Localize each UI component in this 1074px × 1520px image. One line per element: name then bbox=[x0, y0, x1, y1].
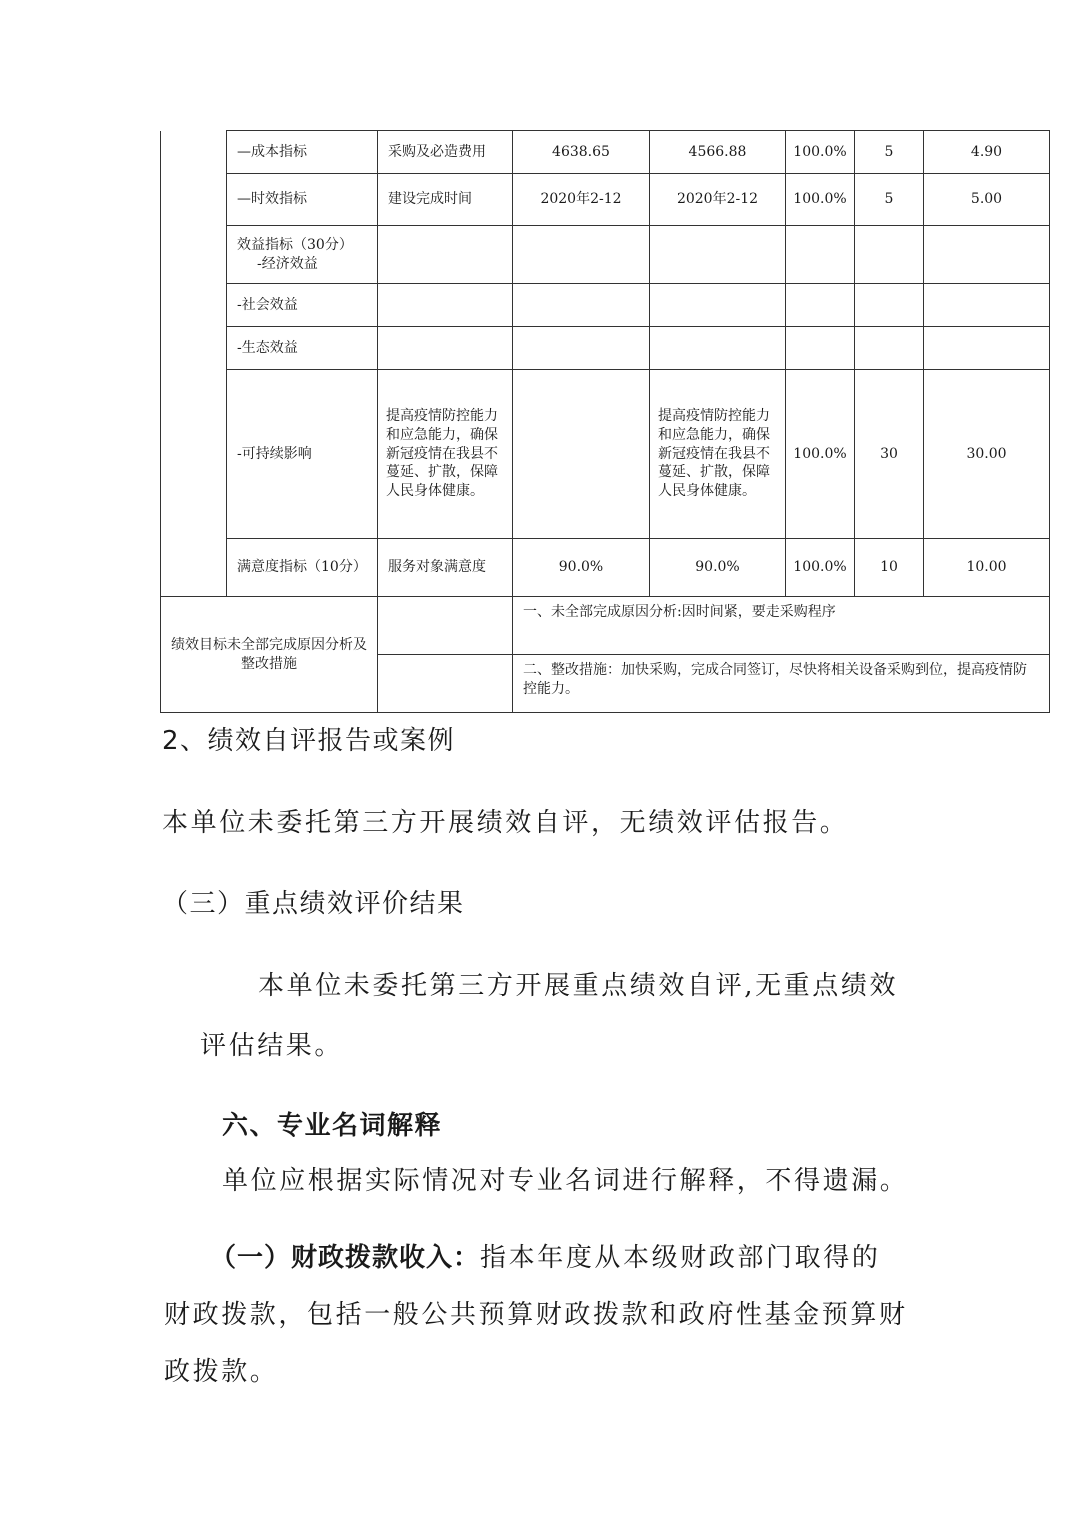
term1-paragraph-line3: 政拨款。 bbox=[164, 1357, 279, 1387]
indicator-cell: -生态效益 bbox=[227, 327, 378, 370]
section6-heading: 六、专业名词解释 bbox=[222, 1111, 443, 1141]
cause-label: 绩效目标未全部完成原因分析及整改措施 bbox=[171, 636, 367, 672]
section3-text-line2: 评估结果。 bbox=[200, 1031, 344, 1061]
weight-cell: 30 bbox=[855, 370, 924, 539]
indicator-cell bbox=[227, 226, 378, 284]
indicator-cell: -可持续影响 bbox=[227, 370, 378, 539]
content-cell: 服务对象满意度 bbox=[378, 539, 513, 597]
target-cell: 90.0% bbox=[513, 539, 650, 597]
table-row bbox=[161, 174, 1050, 226]
indicator-cell: -社会效益 bbox=[227, 284, 378, 327]
table-row bbox=[161, 284, 1050, 327]
table-row bbox=[161, 131, 1050, 174]
actual-cell: 提高疫情防控能力和应急能力，确保新冠疫情在我县不蔓延、扩散，保障人民身体健康。 bbox=[650, 370, 786, 539]
indicator-cell: 满意度指标（10分） bbox=[227, 539, 378, 597]
rectification-cell: 二、整改措施：加快采购，完成合同签订，尽快将相关设备采购到位，提高疫情防控能力。 bbox=[513, 655, 1050, 713]
section6-intro: 单位应根据实际情况对专业名词进行解释，不得遗漏。 bbox=[222, 1166, 909, 1196]
table-row bbox=[161, 597, 1050, 655]
table-row bbox=[161, 370, 1050, 539]
score-cell: 30.00 bbox=[924, 370, 1050, 539]
cause-analysis-cell: 一、未全部完成原因分析:因时间紧，要走采购程序 bbox=[513, 597, 1050, 655]
section2-heading: 2、绩效自评报告或案例 bbox=[162, 726, 456, 756]
indicator-line: 效益指标（30分） bbox=[237, 236, 353, 253]
term1-paragraph-line1 bbox=[210, 1245, 880, 1271]
weight-cell: 5 bbox=[855, 174, 924, 226]
indicator-cell: —成本指标 bbox=[227, 131, 378, 174]
weight-cell: 10 bbox=[855, 539, 924, 597]
indicator-line: -经济效益 bbox=[257, 255, 318, 272]
score-cell: 5.00 bbox=[924, 174, 1050, 226]
score-cell: 10.00 bbox=[924, 539, 1050, 597]
section2-text: 本单位未委托第三方开展绩效自评，无绩效评估报告。 bbox=[162, 808, 849, 838]
score-cell: 4.90 bbox=[924, 131, 1050, 174]
actual-cell: 2020年2-12 bbox=[650, 174, 786, 226]
target-cell: 4638.65 bbox=[513, 131, 650, 174]
actual-cell: 4566.88 bbox=[650, 131, 786, 174]
table-row bbox=[161, 226, 1050, 284]
term1-title: （一）财政拨款收入： bbox=[210, 1243, 481, 1273]
table-row bbox=[161, 539, 1050, 597]
blank-category-cell bbox=[161, 131, 227, 597]
section3-heading: （三）重点绩效评价结果 bbox=[162, 889, 465, 919]
rate-cell: 100.0% bbox=[786, 174, 855, 226]
rate-cell: 100.0% bbox=[786, 131, 855, 174]
rate-cell: 100.0% bbox=[786, 370, 855, 539]
weight-cell: 5 bbox=[855, 131, 924, 174]
rate-cell: 100.0% bbox=[786, 539, 855, 597]
performance-table bbox=[160, 130, 1050, 713]
term1-paragraph-line2: 财政拨款，包括一般公共预算财政拨款和政府性基金预算财 bbox=[164, 1300, 908, 1330]
content-cell: 提高疫情防控能力和应急能力，确保新冠疫情在我县不蔓延、扩散，保障人民身体健康。 bbox=[378, 370, 513, 539]
cause-label-cell bbox=[161, 597, 378, 713]
actual-cell: 90.0% bbox=[650, 539, 786, 597]
indicator-cell: —时效指标 bbox=[227, 174, 378, 226]
section3-text-line1: 本单位未委托第三方开展重点绩效自评,无重点绩效 bbox=[258, 971, 899, 1001]
table-row bbox=[161, 327, 1050, 370]
content-cell: 采购及必造费用 bbox=[378, 131, 513, 174]
blank-cell bbox=[378, 655, 513, 713]
term1-text: 指本年度从本级财政部门取得的 bbox=[480, 1243, 881, 1273]
blank-cell bbox=[378, 597, 513, 655]
target-cell: 2020年2-12 bbox=[513, 174, 650, 226]
content-cell: 建设完成时间 bbox=[378, 174, 513, 226]
